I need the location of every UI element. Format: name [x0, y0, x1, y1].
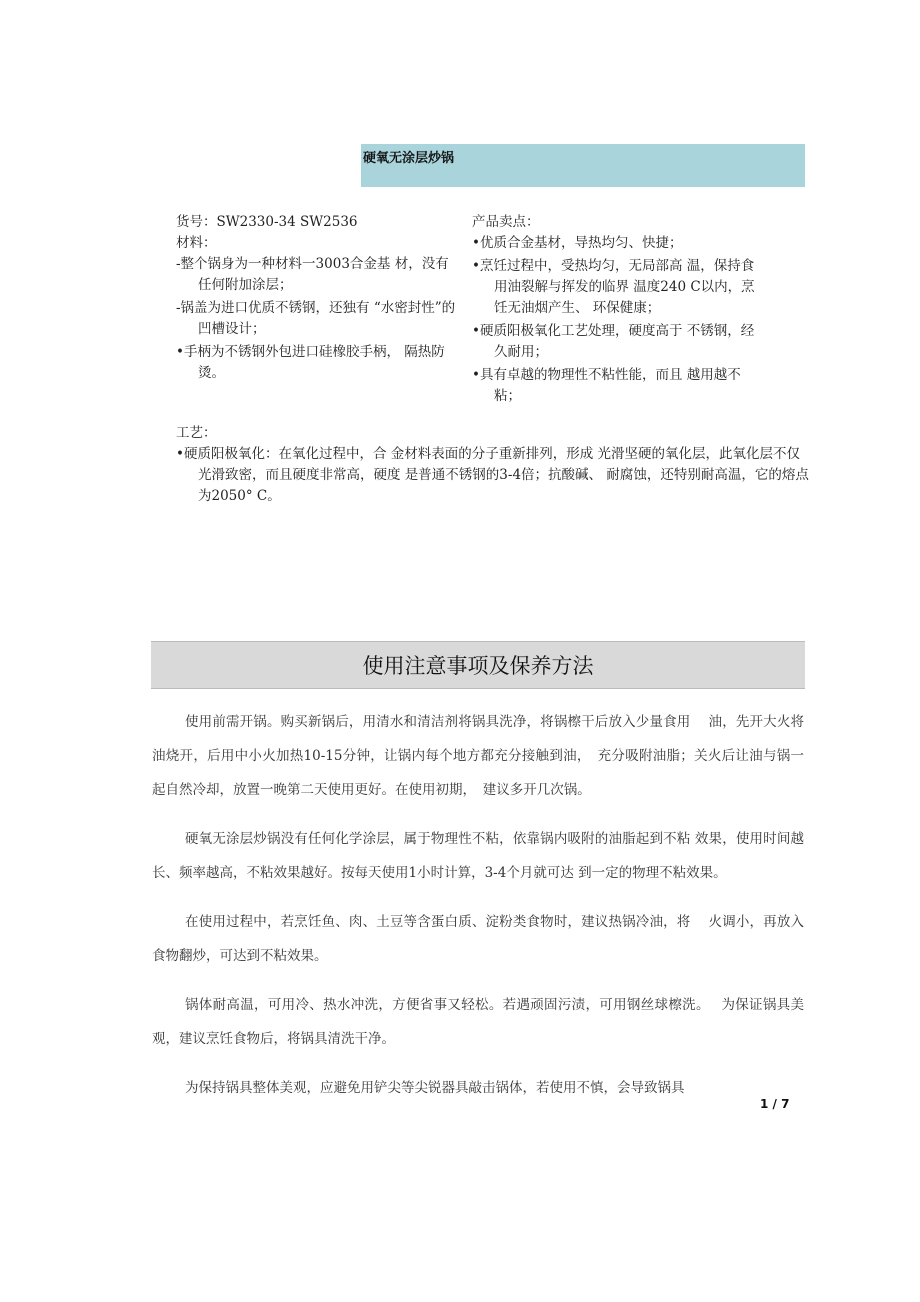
page-number: 1 / 7 [760, 1097, 790, 1111]
product-title-banner [361, 144, 805, 187]
product-title: 硬氧无涂层炒锅 [363, 151, 455, 166]
selling-item: •硬质阳极氧化工艺处理，硬度高于 不锈钢，经久耐用； [472, 323, 755, 360]
item-number: 货号：SW2330-34 SW2536 [176, 214, 358, 230]
material-item: -锅盖为进口优质不锈钢，还独有 “水密封性”的凹槽设计； [176, 300, 456, 337]
care-section-heading-banner [151, 641, 805, 689]
care-instructions [152, 705, 804, 1120]
craft-section [176, 423, 810, 507]
care-paragraph: 硬氧无涂层炒锅没有任何化学涂层，属于物理性不粘，依靠锅内吸附的油脂起到不粘 效果，使用时间越长、频率越高，不粘效果越好。按每天使用1小时计算，3-4个月就可达 到一定的物理不粘效果。 [152, 831, 804, 881]
selling-item: •优质合金基材，导热均匀、快捷； [472, 235, 683, 251]
craft-text: •硬质阳极氧化：在氧化过程中，合 金材料表面的分子重新排列，形成 光滑坚硬的氧化层，此氧化层不仅 光滑致密，而且硬度非常高，硬度 是普通不锈钢的3-4倍；抗酸碱、 耐腐蚀，还特别耐高温，它的熔点 为2050° C。 [176, 446, 809, 504]
material-item: •手柄为不锈钢外包进口硅橡胶手柄， 隔热防烫。 [176, 344, 445, 381]
selling-item: •具有卓越的物理性不粘性能，而且 越用越不粘； [472, 367, 741, 404]
craft-label: 工艺： [176, 425, 217, 441]
care-paragraph: 锅体耐高温，可用冷、热水冲洗，方便省事又轻松。若遇顽固污渍，可用钢丝球檫洗。 为保证锅具美观，建议烹饪食物后，将锅具清洗干净。 [152, 997, 804, 1047]
material-label: 材料： [176, 235, 217, 251]
selling-points-column [472, 212, 762, 407]
material-column [176, 212, 461, 384]
care-paragraph: 在使用过程中，若烹饪鱼、肉、土豆等含蛋白质、淀粉类食物时，建议热锅冷油，将 火调小，再放入食物翻炒，可达到不粘效果。 [152, 914, 804, 964]
care-section-heading: 使用注意事项及保养方法 [362, 654, 594, 678]
material-item: -整个锅身为一种材料一3003合金基 材，没有任何附加涂层； [176, 256, 449, 293]
care-paragraph: 为保持锅具整体美观，应避免用铲尖等尖锐器具敲击锅体，若使用不慎，会导致锅具 [185, 1080, 685, 1096]
selling-item: •烹饪过程中，受热均匀，无局部高 温，保持食用油裂解与挥发的临界 温度240 C以内，烹饪无油烟产生、 环保健康； [472, 258, 755, 316]
care-paragraph: 使用前需开锅。购买新锅后，用清水和清洁剂将锅具洗净，将锅檫干后放入少量食用 油，先开大火将油烧开，后用中小火加热10-15分钟，让锅内每个地方都充分接触到油， 充分吸附油脂；关火后让油与锅一起自然冷却，放置一晚第二天使用更好。在使用初期， 建议多开几次锅。 [152, 714, 804, 798]
selling-label: 产品卖点： [472, 214, 540, 230]
